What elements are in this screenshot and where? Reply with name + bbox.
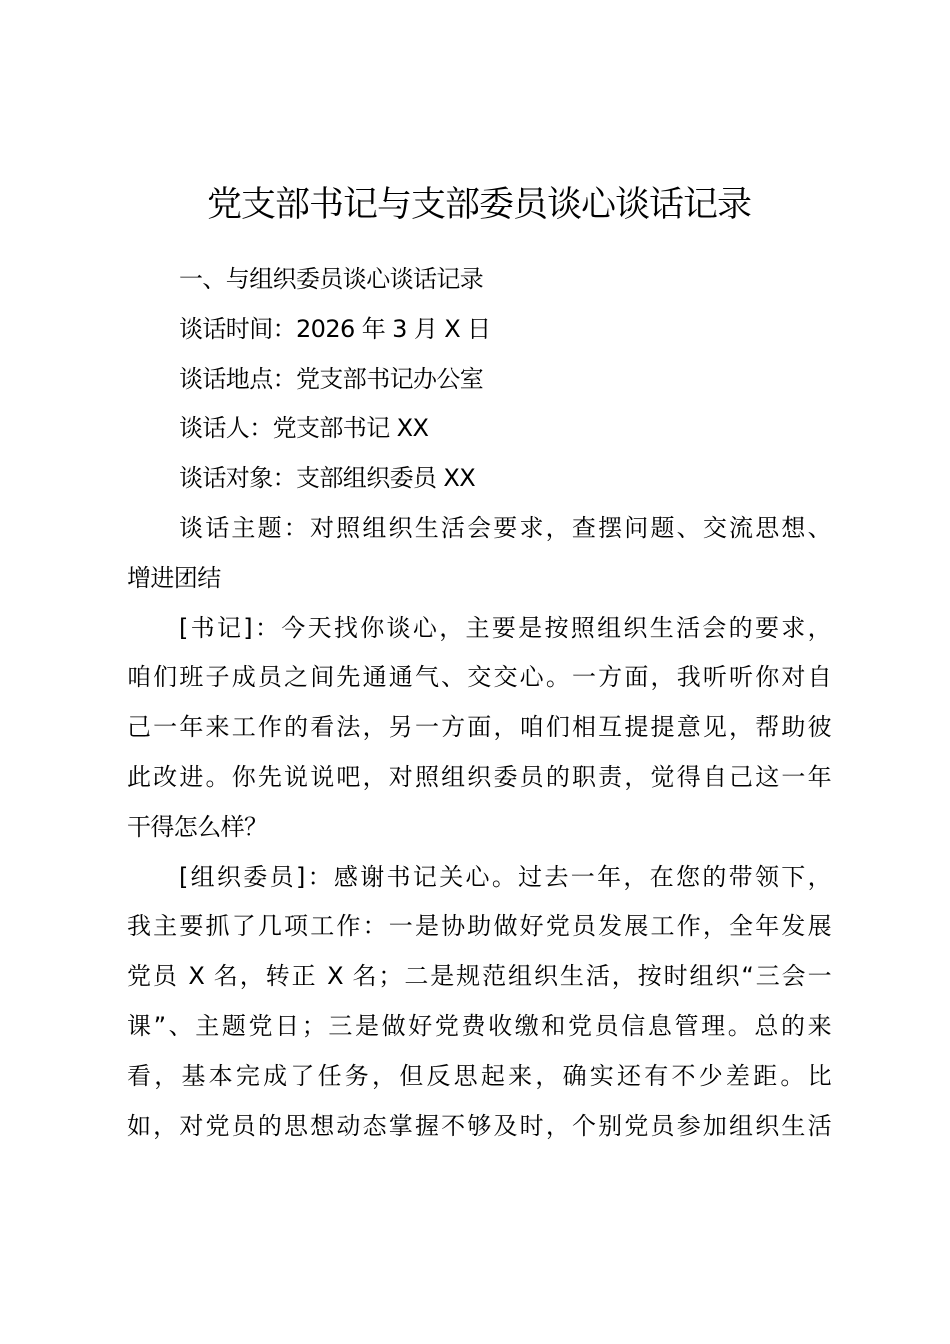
section-heading: 一、与组织委员谈心谈话记录 (179, 265, 484, 293)
meta-topic-line: 增进团结 (127, 563, 221, 592)
meta-place: 谈话地点：党支部书记办公室 (179, 364, 484, 393)
dialogue-line: 咱们班子成员之间先通通气、交交心。一方面，我听听你对自 (127, 663, 831, 692)
dialogue-line: [书记]：今天找你谈心，主要是按照组织生活会的要求， (179, 613, 831, 642)
dialogue-line: 干得怎么样？ (127, 812, 268, 841)
meta-target: 谈话对象：支部组织委员 XX (179, 464, 476, 493)
dialogue-line: 此改进。你先说说吧，对照组织委员的职责，觉得自己这一年 (127, 762, 831, 791)
meta-topic (127, 504, 831, 604)
dialogue-organization-member (127, 853, 831, 1152)
meta-topic-line: 谈话主题：对照组织生活会要求，查摆问题、交流思想、 (179, 513, 831, 542)
dialogue-line: 己一年来工作的看法，另一方面，咱们相互提提意见，帮助彼 (127, 713, 831, 742)
meta-speaker: 谈话人：党支部书记 XX (179, 414, 429, 443)
dialogue-line: 党员 X 名，转正 X 名；二是规范组织生活，按时组织“三会一 (127, 962, 831, 991)
dialogue-line: 课”、主题党日；三是做好党费收缴和党员信息管理。总的来 (127, 1011, 831, 1040)
dialogue-line: 如，对党员的思想动态掌握不够及时，个别党员参加组织生活 (127, 1111, 831, 1140)
dialogue-line: 看，基本完成了任务，但反思起来，确实还有不少差距。比 (127, 1061, 831, 1090)
dialogue-line: [组织委员]：感谢书记关心。过去一年，在您的带领下， (179, 862, 831, 891)
document-body (127, 255, 831, 1151)
dialogue-secretary (127, 604, 831, 853)
meta-time: 谈话时间：2026 年 3 月 X 日 (179, 314, 491, 343)
dialogue-line: 我主要抓了几项工作：一是协助做好党员发展工作，全年发展 (127, 912, 831, 941)
document-title: 党支部书记与支部委员谈心谈话记录 (206, 185, 751, 225)
